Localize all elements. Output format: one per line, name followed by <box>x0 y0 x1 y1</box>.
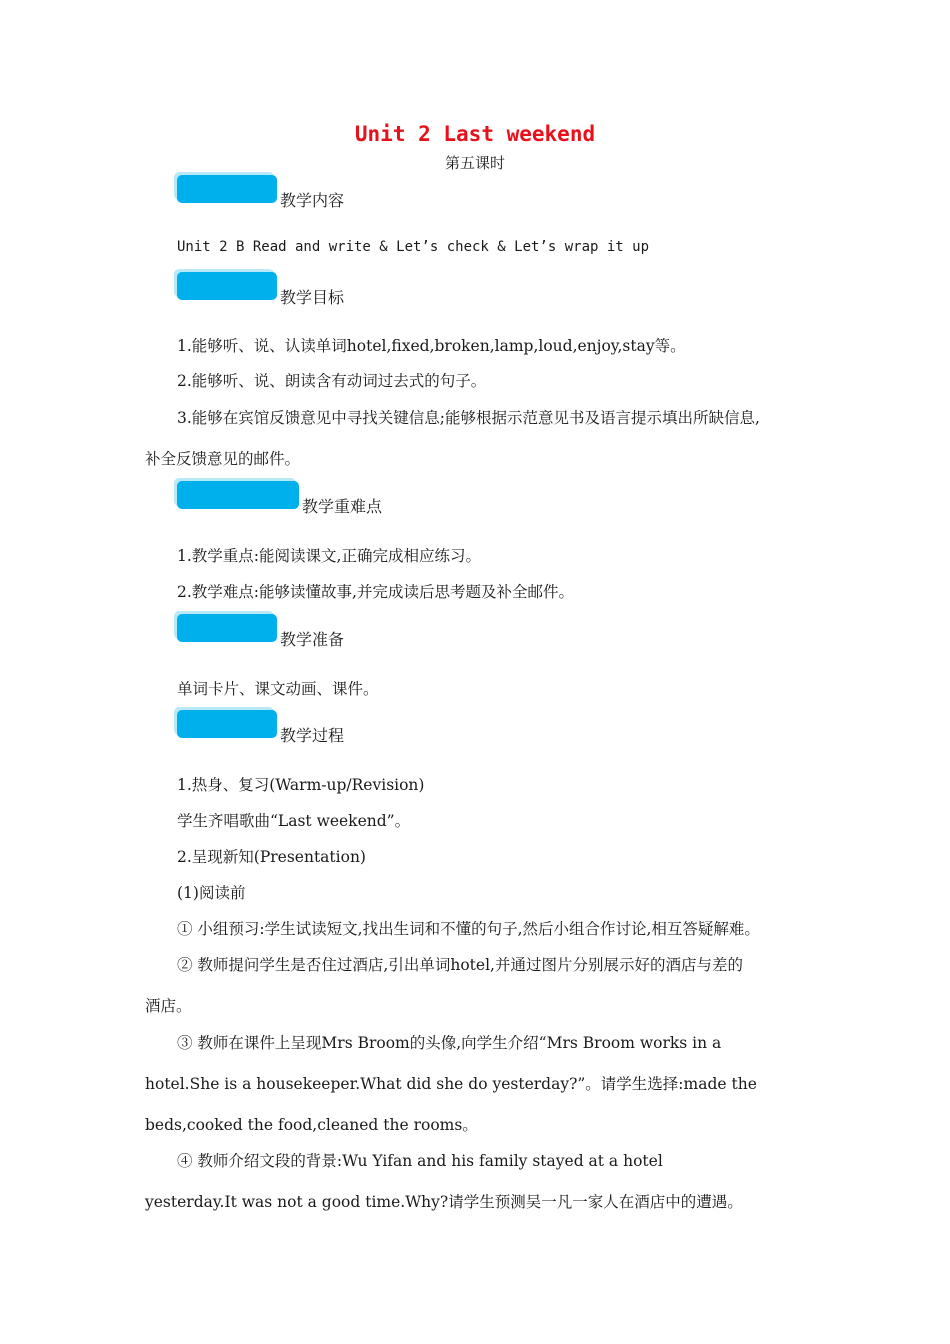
content-text: Unit 2 B Read and write & Let’s check & Let’s wrap it up <box>177 239 650 255</box>
goal-item: 3.能够在宾馆反馈意见中寻找关键信息;能够根据示范意见书及语言提示填出所缺信息, <box>177 409 760 427</box>
process-substep-item: ④ 教师介绍文段的背景:Wu Yifan and his family stayed at a hotel <box>177 1152 663 1170</box>
process-substep-item-continued: yesterday.It was not a good time.Why?请学生预测吴一凡一家人在酒店中的遭遇。 <box>145 1193 743 1211</box>
process-substep-item-continued: beds,cooked the food,cleaned the rooms。 <box>145 1116 478 1134</box>
process-substep-item-continued: hotel.She is a housekeeper.What did she do yesterday?”。请学生选择:made the <box>145 1075 757 1093</box>
section-title: 教学内容 <box>280 191 345 210</box>
key-point-item: 1.教学重点:能阅读课文,正确完成相应练习。 <box>177 547 481 565</box>
preparation-text: 单词卡片、课文动画、课件。 <box>177 680 379 698</box>
section-title: 教学过程 <box>280 726 345 745</box>
process-step-detail: 学生齐唱歌曲“Last weekend”。 <box>177 812 411 830</box>
section-badge-icon <box>177 481 299 509</box>
section-badge-icon <box>177 272 277 300</box>
goal-item: 2.能够听、说、朗读含有动词过去式的句子。 <box>177 372 487 390</box>
section-title: 教学重难点 <box>302 497 383 516</box>
section-title: 教学目标 <box>280 288 345 307</box>
process-step-heading: 1.热身、复习(Warm-up/Revision) <box>177 776 425 794</box>
goal-item: 1.能够听、说、认读单词hotel,fixed,broken,lamp,loud,enjoy,stay等。 <box>177 337 686 355</box>
process-step-heading: 2.呈现新知(Presentation) <box>177 848 366 866</box>
section-badge-icon <box>177 175 277 203</box>
section-badge-icon <box>177 614 277 642</box>
section-badge-icon <box>177 710 277 738</box>
process-substep-item-continued: 酒店。 <box>145 997 192 1015</box>
lesson-number: 第五课时 <box>444 154 505 172</box>
process-substep-item: ① 小组预习:学生试读短文,找出生词和不懂的句子,然后小组合作讨论,相互答疑解难。 <box>177 920 760 938</box>
document-title: Unit 2 Last weekend <box>354 122 596 146</box>
section-title: 教学准备 <box>280 630 345 649</box>
process-substep-item: ③ 教师在课件上呈现Mrs Broom的头像,向学生介绍“Mrs Broom works in a <box>177 1034 722 1052</box>
goal-item-continued: 补全反馈意见的邮件。 <box>145 450 301 468</box>
process-substep-heading: (1)阅读前 <box>177 884 246 902</box>
process-substep-item: ② 教师提问学生是否住过酒店,引出单词hotel,并通过图片分别展示好的酒店与差的 <box>177 956 743 974</box>
key-point-item: 2.教学难点:能够读懂故事,并完成读后思考题及补全邮件。 <box>177 583 574 601</box>
